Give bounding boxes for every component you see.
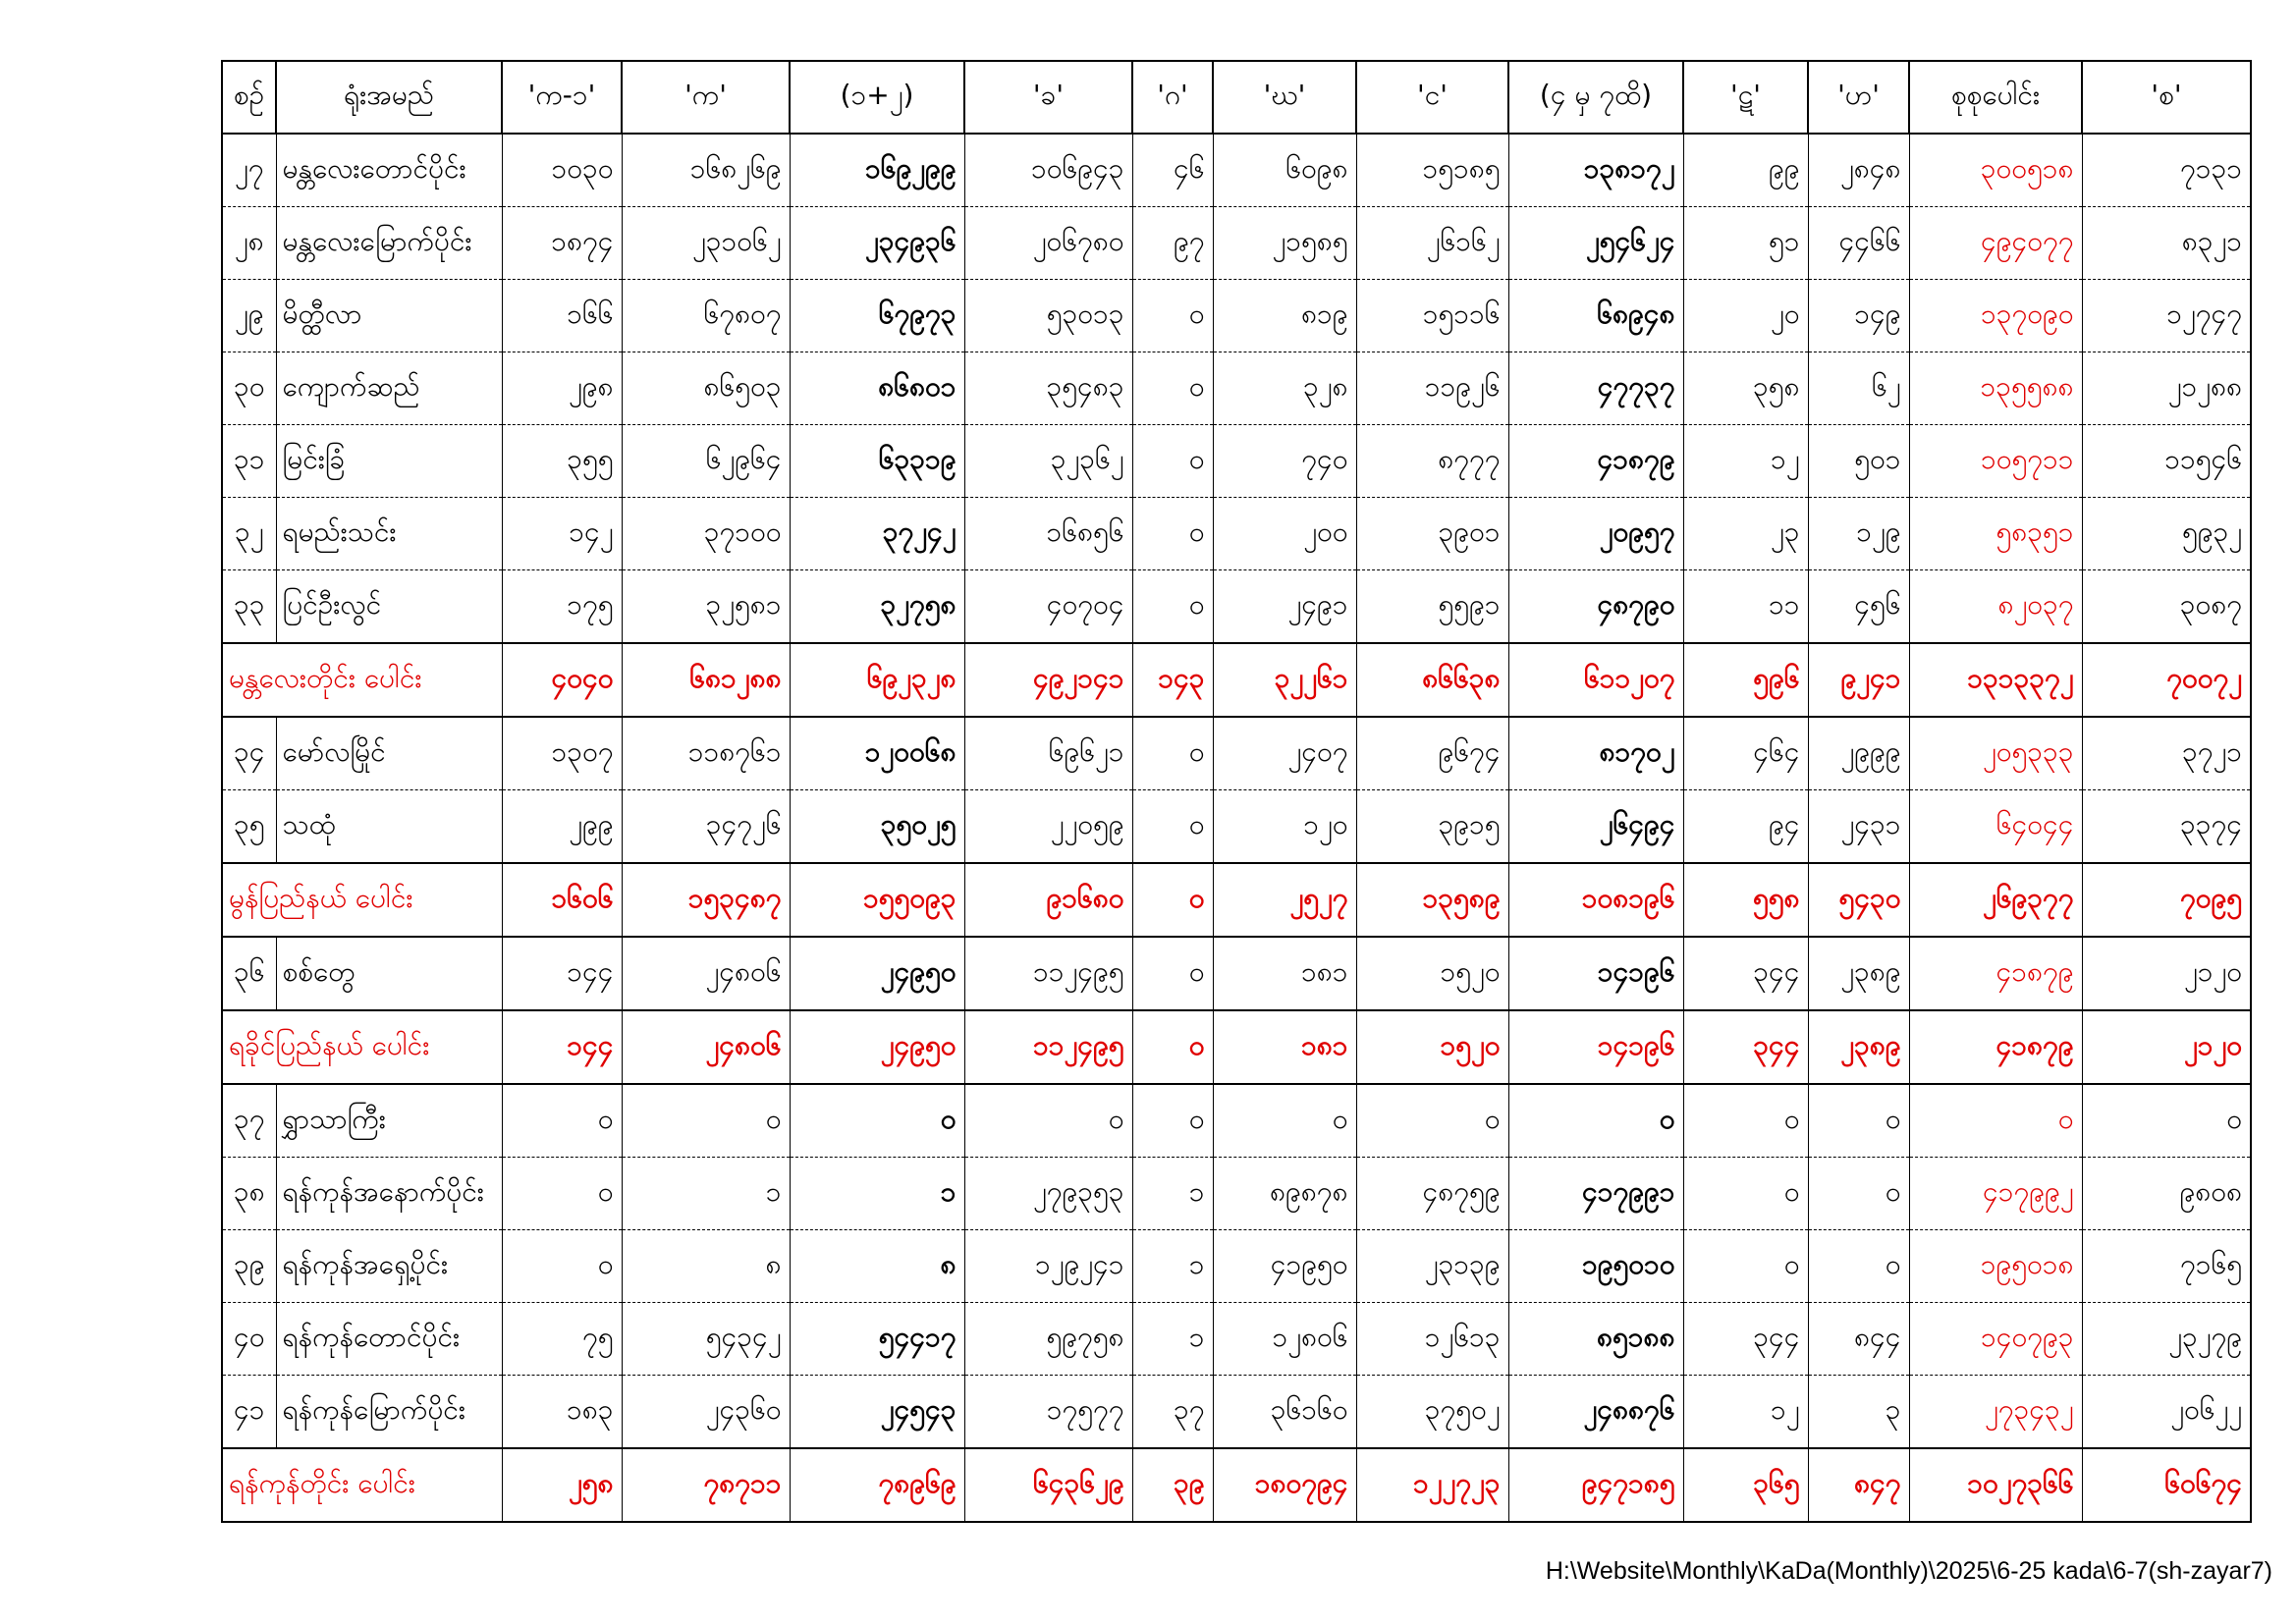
value-cell: ၃၇၁၀၀	[622, 498, 790, 570]
office-name-cell: ကျောက်ဆည်	[276, 352, 502, 425]
value-cell: ၅၁	[1683, 207, 1808, 280]
value-cell: ၂၃၁၀၆၂	[622, 207, 790, 280]
value-cell: ၀	[1132, 425, 1213, 498]
table-row	[222, 207, 2251, 280]
value-cell: ၁၇၅	[502, 570, 622, 644]
value-cell: ၁၈၇၄	[502, 207, 622, 280]
office-name-cell: ရန်ကုန်မြောက်ပိုင်း	[276, 1376, 502, 1449]
value-cell: ၀	[502, 1230, 622, 1303]
value-cell: ၂၄၃၁	[1808, 790, 1909, 864]
value-cell: ၂၃၈၉	[1808, 1010, 1909, 1084]
office-name-cell: ရန်ကုန်တောင်ပိုင်း	[276, 1303, 502, 1376]
header-cell: စုစုပေါင်း	[1909, 61, 2082, 134]
subtotal-row	[222, 643, 2251, 717]
value-cell: ၁၁၂၄၉၅	[964, 1010, 1132, 1084]
value-cell: ၂၄၉၅၀	[790, 937, 964, 1010]
serial-cell: ၃၄	[222, 717, 276, 790]
value-cell: ၁၃၁၃၃၇၂	[1909, 643, 2082, 717]
value-cell: ၂၅၂၇	[1213, 863, 1356, 937]
table-row	[222, 425, 2251, 498]
value-cell: ၁၆၆	[502, 280, 622, 352]
value-cell: ၈၆၅၀၃	[622, 352, 790, 425]
value-cell: ၃၅၈	[1683, 352, 1808, 425]
value-cell: ၀	[1213, 1084, 1356, 1158]
value-cell: ၁၃၇၀၉၀	[1909, 280, 2082, 352]
value-cell: ၁	[790, 1158, 964, 1230]
value-cell: ၂၁၅၈၅	[1213, 207, 1356, 280]
serial-cell: ၃၈	[222, 1158, 276, 1230]
value-cell: ၆၄၀၄၄	[1909, 790, 2082, 864]
value-cell: ၁၄၄	[502, 1010, 622, 1084]
value-cell: ၆၈၉၄၈	[1508, 280, 1683, 352]
value-cell: ၀	[1132, 570, 1213, 644]
value-cell: ၀	[1808, 1230, 1909, 1303]
value-cell: ၀	[1508, 1084, 1683, 1158]
value-cell: ၂၃	[1683, 498, 1808, 570]
value-cell: ၄၀၄၀	[502, 643, 622, 717]
table-row	[222, 1084, 2251, 1158]
value-cell: ၉၇	[1132, 207, 1213, 280]
value-cell: ၃၅၅	[502, 425, 622, 498]
header-cell: 'စ'	[2082, 61, 2251, 134]
value-cell: ၄၆၄	[1683, 717, 1808, 790]
value-cell: ၃၀၈၇	[2082, 570, 2251, 644]
header-cell: 'င'	[1356, 61, 1508, 134]
value-cell: ၂၄၉၁	[1213, 570, 1356, 644]
value-cell: ၆၀၉၈	[1213, 134, 1356, 207]
value-cell: ၄၉၂၁၄၁	[964, 643, 1132, 717]
value-cell: ၃၅၀၂၅	[790, 790, 964, 864]
value-cell: ၅၄၃၀	[1808, 863, 1909, 937]
value-cell: ၁	[1132, 1230, 1213, 1303]
value-cell: ၄၀၇၀၄	[964, 570, 1132, 644]
value-cell: ၆၇၉၇၃	[790, 280, 964, 352]
value-cell: ၁၅၂၀	[1356, 1010, 1508, 1084]
value-cell: ၁၃၅၈၉	[1356, 863, 1508, 937]
value-cell: ၀	[1808, 1084, 1909, 1158]
file-path-footer: H:\Website\Monthly\KaDa(Monthly)\2025\6-25 kada\6-7(sh-zayar7)	[1545, 1557, 2272, 1585]
value-cell: ၃၂၂၆၁	[1213, 643, 1356, 717]
value-cell: ၂၉၉၉	[1808, 717, 1909, 790]
serial-cell: ၄၁	[222, 1376, 276, 1449]
value-cell: ၉၂၄၁	[1808, 643, 1909, 717]
header-cell: 'ခ'	[964, 61, 1132, 134]
value-cell: ၄၇၇၃၇	[1508, 352, 1683, 425]
subtotal-label: မန္တလေးတိုင်း ပေါင်း	[222, 643, 502, 717]
value-cell: ၁၁၅၄၆	[2082, 425, 2251, 498]
office-name-cell: မန္တလေးတောင်ပိုင်း	[276, 134, 502, 207]
value-cell: ၁၄၂	[502, 498, 622, 570]
serial-cell: ၂၈	[222, 207, 276, 280]
value-cell: ၀	[1132, 1010, 1213, 1084]
header-cell: (၁+၂)	[790, 61, 964, 134]
value-cell: ၈၂၀၃၇	[1909, 570, 2082, 644]
value-cell: ၈၁၉	[1213, 280, 1356, 352]
value-cell: ၂၅၄၆၂၄	[1508, 207, 1683, 280]
value-cell: ၀	[1132, 717, 1213, 790]
value-cell: ၃၉၁၅	[1356, 790, 1508, 864]
value-cell: ၀	[1683, 1158, 1808, 1230]
value-cell: ၁၈၃	[502, 1376, 622, 1449]
value-cell: ၁၇၅၇၇	[964, 1376, 1132, 1449]
value-cell: ၂၉၉	[502, 790, 622, 864]
office-name-cell: မန္တလေးမြောက်ပိုင်း	[276, 207, 502, 280]
value-cell: ၁၈၀၇၉၄	[1213, 1448, 1356, 1522]
value-cell: ၁	[622, 1158, 790, 1230]
value-cell: ၆၁၁၂၀၇	[1508, 643, 1683, 717]
value-cell: ၀	[1683, 1230, 1808, 1303]
value-cell: ၈၁၇၀၂	[1508, 717, 1683, 790]
value-cell: ၁၆၀၆	[502, 863, 622, 937]
value-cell: ၁၂၀၀၆၈	[790, 717, 964, 790]
value-cell: ၁၈၁	[1213, 937, 1356, 1010]
serial-cell: ၃၅	[222, 790, 276, 864]
value-cell: ၁၀၃၀	[502, 134, 622, 207]
value-cell: ၁၁၈၇၆၁	[622, 717, 790, 790]
value-cell: ၀	[964, 1084, 1132, 1158]
value-cell: ၈၉၈၇၈	[1213, 1158, 1356, 1230]
subtotal-row	[222, 1010, 2251, 1084]
value-cell: ၆၂	[1808, 352, 1909, 425]
value-cell: ၃၉၀၁	[1356, 498, 1508, 570]
value-cell: ၆၀၆၇၄	[2082, 1448, 2251, 1522]
value-cell: ၂၄၈၈၇၆	[1508, 1376, 1683, 1449]
value-cell: ၃၄၄	[1683, 937, 1808, 1010]
table-row	[222, 937, 2251, 1010]
value-cell: ၂၄၅၄၃	[790, 1376, 964, 1449]
value-cell: ၂၈၄၈	[1808, 134, 1909, 207]
value-cell: ၁၃၀၇	[502, 717, 622, 790]
serial-cell: ၃၉	[222, 1230, 276, 1303]
value-cell: ၁၀၆၉၄၃	[964, 134, 1132, 207]
value-cell: ၄၁၈၇၉	[1909, 937, 2082, 1010]
value-cell: ၄၁၇၉၉၂	[1909, 1158, 2082, 1230]
subtotal-label: မွန်ပြည်နယ် ပေါင်း	[222, 863, 502, 937]
value-cell: ၂၉၈	[502, 352, 622, 425]
table-row	[222, 1230, 2251, 1303]
value-cell: ၁၀၅၇၁၁	[1909, 425, 2082, 498]
value-cell: ၁၂၀	[1213, 790, 1356, 864]
value-cell: ၃၇၅၀၂	[1356, 1376, 1508, 1449]
value-cell: ၁၀၂၇၃၆၆	[1909, 1448, 2082, 1522]
office-name-cell: စစ်တွေ	[276, 937, 502, 1010]
value-cell: ၁၁	[1683, 570, 1808, 644]
value-cell: ၁၀၈၁၉၆	[1508, 863, 1683, 937]
office-name-cell: ရွှာသာကြီး	[276, 1084, 502, 1158]
table-row	[222, 570, 2251, 644]
value-cell: ၁၅၅၀၉၃	[790, 863, 964, 937]
table-row	[222, 134, 2251, 207]
value-cell: ၅၉၃၂	[2082, 498, 2251, 570]
serial-cell: ၃၃	[222, 570, 276, 644]
value-cell: ၅၀၁	[1808, 425, 1909, 498]
value-cell: ၁၂	[1683, 425, 1808, 498]
value-cell: ၁၂၂၇၂၃	[1356, 1448, 1508, 1522]
value-cell: ၁၁၂၄၉၅	[964, 937, 1132, 1010]
office-name-cell: ပြင်ဦးလွင်	[276, 570, 502, 644]
value-cell: ၅၉၆	[1683, 643, 1808, 717]
value-cell: ၁၂၇၄၇	[2082, 280, 2251, 352]
value-cell: ၂၀	[1683, 280, 1808, 352]
value-cell: ၁	[1132, 1158, 1213, 1230]
value-cell: ၈၄၄	[1808, 1303, 1909, 1376]
value-cell: ၇၅	[502, 1303, 622, 1376]
value-cell: ၈၃၂၁	[2082, 207, 2251, 280]
table-row	[222, 352, 2251, 425]
value-cell: ၁၆၈၅၆	[964, 498, 1132, 570]
value-cell: ၁၅၃၄၈၇	[622, 863, 790, 937]
value-cell: ၀	[1132, 790, 1213, 864]
value-cell: ၁၄၀၇၉၃	[1909, 1303, 2082, 1376]
value-cell: ၉၁၆၈၀	[964, 863, 1132, 937]
value-cell: ၀	[502, 1084, 622, 1158]
value-cell: ၃၇၂၁	[2082, 717, 2251, 790]
value-cell: ၄၉၄၀၇၇	[1909, 207, 2082, 280]
value-cell: ၇၀၉၅	[2082, 863, 2251, 937]
header-cell: 'က-၁'	[502, 61, 622, 134]
value-cell: ၂၃၈၉	[1808, 937, 1909, 1010]
value-cell: ၃၂၃၆၂	[964, 425, 1132, 498]
value-cell: ၁၂၈၀၆	[1213, 1303, 1356, 1376]
value-cell: ၈၅၁၈၈	[1508, 1303, 1683, 1376]
serial-cell: ၃၁	[222, 425, 276, 498]
header-cell: 'ဂ'	[1132, 61, 1213, 134]
value-cell: ၈၆၆၃၈	[1356, 643, 1508, 717]
value-cell: ၀	[502, 1158, 622, 1230]
office-name-cell: ရန်ကုန်အရှေ့ပိုင်း	[276, 1230, 502, 1303]
value-cell: ၃၇၂၄၂	[790, 498, 964, 570]
value-cell: ၀	[790, 1084, 964, 1158]
value-cell: ၂၄၉၅၀	[790, 1010, 964, 1084]
value-cell: ၄၁၈၇၉	[1508, 425, 1683, 498]
table-body	[222, 134, 2251, 1522]
table-row	[222, 280, 2251, 352]
value-cell: ၂၂၀၅၉	[964, 790, 1132, 864]
subtotal-label: ရခိုင်ပြည်နယ် ပေါင်း	[222, 1010, 502, 1084]
value-cell: ၄၁၉၅၀	[1213, 1230, 1356, 1303]
value-cell: ၈၄၇	[1808, 1448, 1909, 1522]
office-name-cell: ရန်ကုန်အနောက်ပိုင်း	[276, 1158, 502, 1230]
value-cell: ၃၆၅	[1683, 1448, 1808, 1522]
serial-cell: ၂၉	[222, 280, 276, 352]
header-cell: 'ဃ'	[1213, 61, 1356, 134]
value-cell: ၀	[1356, 1084, 1508, 1158]
value-cell: ၅၉၇၅၈	[964, 1303, 1132, 1376]
value-cell: ၉၉	[1683, 134, 1808, 207]
table-row	[222, 1158, 2251, 1230]
value-cell: ၀	[1132, 1084, 1213, 1158]
value-cell: ၀	[1132, 863, 1213, 937]
value-cell: ၂၃၄၉၃၆	[790, 207, 964, 280]
value-cell: ၂၀၆၇၈၀	[964, 207, 1132, 280]
value-cell: ၂၃၁၃၉	[1356, 1230, 1508, 1303]
serial-cell: ၂၇	[222, 134, 276, 207]
value-cell: ၀	[1132, 498, 1213, 570]
value-cell: ၃၇	[1132, 1376, 1213, 1449]
value-cell: ၁၄၉	[1808, 280, 1909, 352]
value-cell: ၂၀၆၂၂	[2082, 1376, 2251, 1449]
value-cell: ၃၄၇၂၆	[622, 790, 790, 864]
value-cell: ၂၄၀၇	[1213, 717, 1356, 790]
value-cell: ၇၁၆၅	[2082, 1230, 2251, 1303]
subtotal-row	[222, 863, 2251, 937]
value-cell: ၂၁၂၀	[2082, 1010, 2251, 1084]
value-cell: ၉၄၇၁၈၅	[1508, 1448, 1683, 1522]
value-cell: ၅၈၃၅၁	[1909, 498, 2082, 570]
value-cell: ၈	[622, 1230, 790, 1303]
value-cell: ၇၄၀	[1213, 425, 1356, 498]
value-cell: ၁၆၉၂၉၉	[790, 134, 964, 207]
value-cell: ၃၉	[1132, 1448, 1213, 1522]
office-name-cell: ရမည်းသင်း	[276, 498, 502, 570]
value-cell: ၀	[1132, 280, 1213, 352]
value-cell: ၅၄၃၄၂	[622, 1303, 790, 1376]
value-cell: ၁၃၅၅၈၈	[1909, 352, 2082, 425]
value-cell: ၈၇၇၇	[1356, 425, 1508, 498]
value-cell: ၁၈၁	[1213, 1010, 1356, 1084]
value-cell: ၇၀၀၇၂	[2082, 643, 2251, 717]
value-cell: ၂၁၂၈၈	[2082, 352, 2251, 425]
header-cell: စဉ်	[222, 61, 276, 134]
value-cell: ၁၆၈၂၆၉	[622, 134, 790, 207]
value-cell: ၃၂၅၈၁	[622, 570, 790, 644]
header-cell: ရုံးအမည်	[276, 61, 502, 134]
value-cell: ၉၄	[1683, 790, 1808, 864]
value-cell: ၃၄၄	[1683, 1303, 1808, 1376]
value-cell: ၆၄၃၆၂၉	[964, 1448, 1132, 1522]
office-name-cell: မိတ္ထီလာ	[276, 280, 502, 352]
value-cell: ၄၅၆	[1808, 570, 1909, 644]
value-cell: ၂၇၃၄၃၂	[1909, 1376, 2082, 1449]
table-row	[222, 498, 2251, 570]
value-cell: ၁၂၉၂၄၁	[964, 1230, 1132, 1303]
value-cell: ၆၈၁၂၈၈	[622, 643, 790, 717]
office-name-cell: မော်လမြိုင်	[276, 717, 502, 790]
value-cell: ၀	[1683, 1084, 1808, 1158]
value-cell: ၅၅၉၁	[1356, 570, 1508, 644]
value-cell: ၂၆၉၃၇၇	[1909, 863, 2082, 937]
value-cell: ၁၄၁၉၆	[1508, 937, 1683, 1010]
value-cell: ၂၆၁၆၂	[1356, 207, 1508, 280]
office-name-cell: မြင်းခြံ	[276, 425, 502, 498]
serial-cell: ၃၇	[222, 1084, 276, 1158]
value-cell: ၂၄၈၀၆	[622, 1010, 790, 1084]
value-cell: ၂၄၈၀၆	[622, 937, 790, 1010]
serial-cell: ၃၆	[222, 937, 276, 1010]
value-cell: ၀	[2082, 1084, 2251, 1158]
value-cell: ၃၀၀၅၁၈	[1909, 134, 2082, 207]
value-cell: ၃	[1808, 1376, 1909, 1449]
serial-cell: ၃၀	[222, 352, 276, 425]
value-cell: ၃၂၇၅၈	[790, 570, 964, 644]
value-cell: ၂၀၀	[1213, 498, 1356, 570]
table-row	[222, 1376, 2251, 1449]
value-cell: ၁၂၆၁၃	[1356, 1303, 1508, 1376]
value-cell: ၂၇၉၃၅၃	[964, 1158, 1132, 1230]
value-cell: ၁၄၄	[502, 937, 622, 1010]
value-cell: ၃၃၇၄	[2082, 790, 2251, 864]
value-cell: ၀	[622, 1084, 790, 1158]
value-cell: ၁၉၅၀၁၀	[1508, 1230, 1683, 1303]
subtotal-row	[222, 1448, 2251, 1522]
header-row	[222, 61, 2251, 134]
value-cell: ၃၆၁၆၀	[1213, 1376, 1356, 1449]
value-cell: ၇၁၃၁	[2082, 134, 2251, 207]
value-cell: ၂၆၄၉၄	[1508, 790, 1683, 864]
value-cell: ၆၃၃၁၉	[790, 425, 964, 498]
value-cell: ၅၅၈	[1683, 863, 1808, 937]
value-cell: ၉၈၀၈	[2082, 1158, 2251, 1230]
serial-cell: ၄၀	[222, 1303, 276, 1376]
table-row	[222, 717, 2251, 790]
value-cell: ၁၄၁၉၆	[1508, 1010, 1683, 1084]
header-cell: 'က'	[622, 61, 790, 134]
data-table	[221, 60, 2252, 1523]
value-cell: ၁၂	[1683, 1376, 1808, 1449]
value-cell: ၂၀၅၃၃၃	[1909, 717, 2082, 790]
value-cell: ၁၅၁၁၆	[1356, 280, 1508, 352]
value-cell: ၁	[1132, 1303, 1213, 1376]
value-cell: ၁၅၂၀	[1356, 937, 1508, 1010]
value-cell: ၆၇၈၀၇	[622, 280, 790, 352]
value-cell: ၆၂၉၆၄	[622, 425, 790, 498]
value-cell: ၄၆	[1132, 134, 1213, 207]
value-cell: ၂၁၂၀	[2082, 937, 2251, 1010]
value-cell: ၂၄၃၆၀	[622, 1376, 790, 1449]
value-cell: ၄၈၇၅၉	[1356, 1158, 1508, 1230]
value-cell: ၄၁၇၉၉၁	[1508, 1158, 1683, 1230]
value-cell: ၂၃၂၇၉	[2082, 1303, 2251, 1376]
office-name-cell: သထုံ	[276, 790, 502, 864]
value-cell: ၇၈၇၁၁	[622, 1448, 790, 1522]
value-cell: ၀	[1132, 937, 1213, 1010]
value-cell: ၁၃၈၁၇၂	[1508, 134, 1683, 207]
value-cell: ၃၅၄၈၃	[964, 352, 1132, 425]
value-cell: ၀	[1909, 1084, 2082, 1158]
value-cell: ၂၀၉၅၇	[1508, 498, 1683, 570]
value-cell: ၈၆၈၀၁	[790, 352, 964, 425]
value-cell: ၁၉၅၀၁၈	[1909, 1230, 2082, 1303]
value-cell: ၄၄၆၆	[1808, 207, 1909, 280]
value-cell: ၃၂၈	[1213, 352, 1356, 425]
value-cell: ၀	[1132, 352, 1213, 425]
value-cell: ၁၂၉	[1808, 498, 1909, 570]
table-row	[222, 790, 2251, 864]
value-cell: ၁၄၃	[1132, 643, 1213, 717]
header-cell: 'ဟ'	[1808, 61, 1909, 134]
value-cell: ၆၉၂၃၂၈	[790, 643, 964, 717]
serial-cell: ၃၂	[222, 498, 276, 570]
value-cell: ၉၆၇၄	[1356, 717, 1508, 790]
value-cell: ၃၄၄	[1683, 1010, 1808, 1084]
value-cell: ၈	[790, 1230, 964, 1303]
subtotal-label: ရန်ကုန်တိုင်း ပေါင်း	[222, 1448, 502, 1522]
header-cell: 'ဋ'	[1683, 61, 1808, 134]
value-cell: ၅၄၄၁၇	[790, 1303, 964, 1376]
table-row	[222, 1303, 2251, 1376]
header-cell: (၄ မှ ၇ထိ)	[1508, 61, 1683, 134]
value-cell: ၇၈၉၆၉	[790, 1448, 964, 1522]
value-cell: ၀	[1808, 1158, 1909, 1230]
value-cell: ၂၅၈	[502, 1448, 622, 1522]
value-cell: ၄၈၇၉၀	[1508, 570, 1683, 644]
value-cell: ၁၁၉၂၆	[1356, 352, 1508, 425]
value-cell: ၁၅၁၈၅	[1356, 134, 1508, 207]
value-cell: ၆၉၆၂၁	[964, 717, 1132, 790]
value-cell: ၄၁၈၇၉	[1909, 1010, 2082, 1084]
value-cell: ၅၃၀၁၃	[964, 280, 1132, 352]
